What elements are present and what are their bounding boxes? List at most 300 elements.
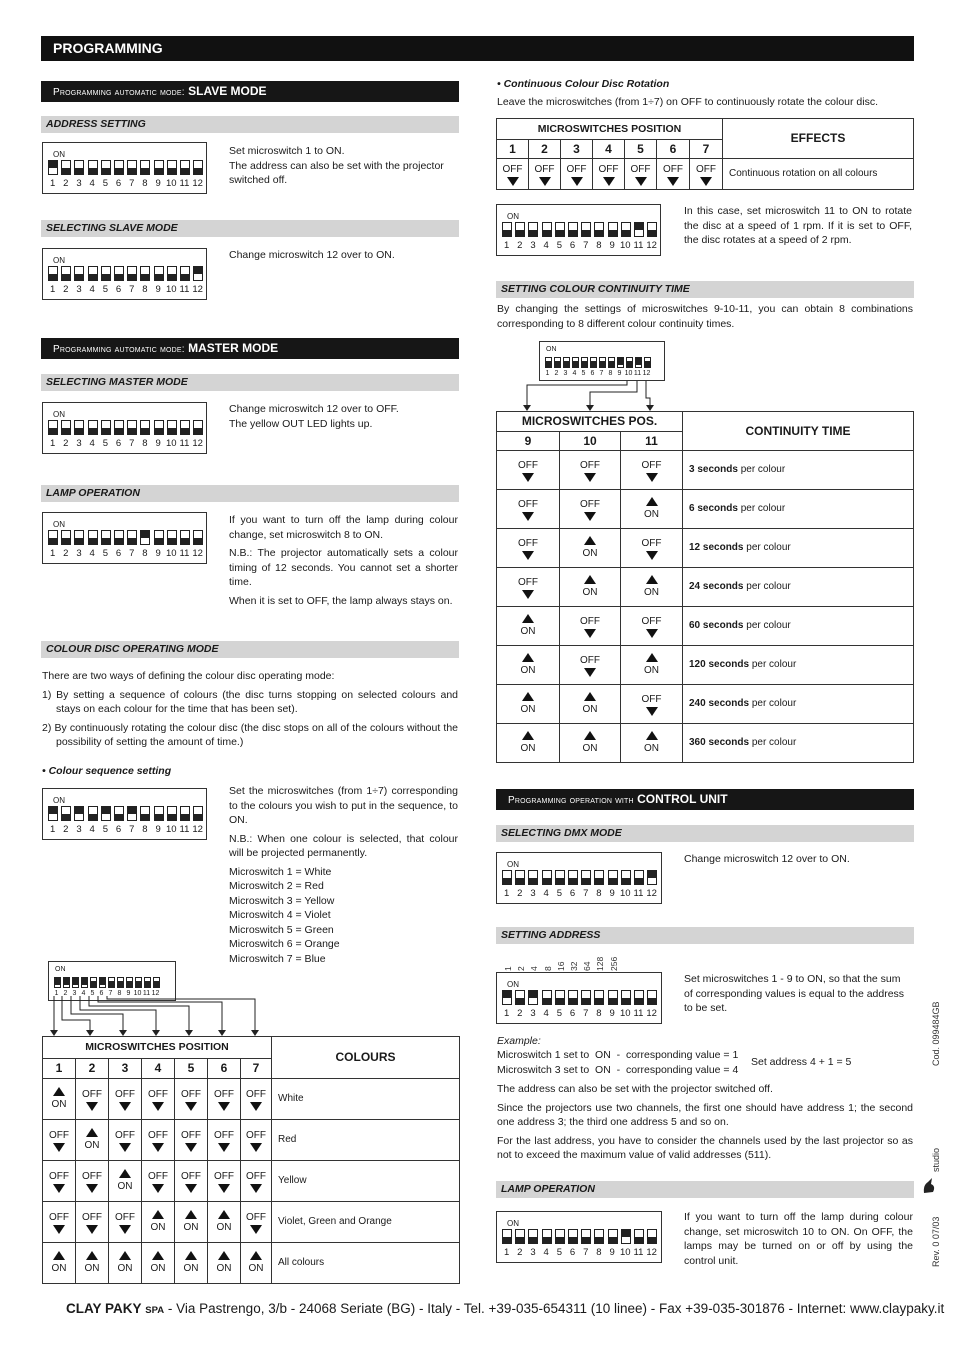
seconds-suffix: per colour — [746, 542, 791, 554]
switch-state-cell — [241, 1161, 272, 1202]
switch-1 — [545, 357, 552, 368]
column-header: 3 — [109, 1059, 142, 1079]
switch-12 — [647, 990, 657, 1005]
switch-3 — [528, 222, 538, 237]
section-prefix: Programming automatic mode: — [53, 344, 185, 355]
arrow-up-icon — [53, 1087, 65, 1096]
switch-number: 2 — [63, 824, 69, 835]
arrow-up-icon — [250, 1251, 262, 1260]
state-label: OFF — [641, 537, 662, 549]
arrow-up-icon — [522, 614, 534, 623]
column-header: 2 — [529, 140, 561, 159]
seconds-suffix: per colour — [751, 737, 797, 749]
switch-number: 5 — [102, 548, 108, 559]
arrow-down-icon — [700, 177, 712, 186]
column-header: 4 — [142, 1059, 175, 1079]
section-label: CONTROL UNIT — [637, 792, 728, 806]
switch-number: 6 — [569, 1008, 576, 1019]
switch-9 — [608, 870, 618, 885]
arrow-down-icon — [522, 512, 534, 521]
switch-9 — [608, 990, 618, 1005]
weight-label: 32 — [569, 961, 579, 971]
switch-number: 3 — [563, 370, 568, 377]
state-label: OFF — [214, 1129, 234, 1141]
control-unit-section — [496, 789, 914, 810]
switch-number: 10 — [619, 1008, 631, 1019]
arrow-down-icon — [53, 1184, 65, 1193]
state-label: OFF — [181, 1088, 201, 1100]
state-label: OFF — [502, 163, 523, 175]
example-label: Example: — [497, 1035, 541, 1047]
continuity-label — [683, 607, 914, 646]
text-line: The address can also be set with the projector switched off. — [229, 159, 444, 186]
on-label: ON — [53, 150, 65, 159]
switch-4 — [542, 1229, 552, 1244]
table-row — [43, 1120, 460, 1161]
switch-number: 8 — [596, 1247, 602, 1258]
switch-state-cell — [497, 646, 560, 685]
paragraph: N.B.: When one colour is selected, that colour will be projected permanently. — [229, 832, 458, 859]
switch-number: 12 — [646, 888, 657, 899]
mapping-item: Microswitch 4 = Violet — [229, 909, 331, 921]
switch-state-cell — [497, 490, 560, 529]
arrow-down-icon — [250, 1143, 262, 1152]
continuous-rotation-text: Leave the microswitches (from 1÷7) on OFF to continuously rotate the colour disc. — [497, 96, 879, 108]
seconds-value: 60 seconds — [689, 620, 744, 632]
column-header: 11 — [621, 432, 683, 451]
switch-number: 3 — [530, 888, 536, 899]
switch-state-cell — [560, 490, 621, 529]
switch-6 — [568, 870, 578, 885]
continuity-label — [683, 646, 914, 685]
switch-number: 6 — [569, 240, 576, 251]
paragraph: N.B.: The projector automatically sets a colour timing of 12 seconds. You cannot set a shorter time. — [229, 547, 458, 588]
paragraph: The address can also be set with the projector switched off. — [497, 1083, 773, 1095]
arrow-down-icon — [185, 1102, 197, 1111]
switch-8 — [594, 870, 604, 885]
switch-number: 11 — [633, 1247, 644, 1258]
header-colours: COLOURS — [272, 1037, 460, 1079]
switch-number: 12 — [151, 990, 160, 997]
switch-state-cell — [625, 159, 657, 190]
continuity-time-text: By changing the settings of microswitches 9-10-11, you can obtain 8 combinations corresponding to 8 different colour continuity times. — [497, 303, 913, 330]
arrow-down-icon — [218, 1102, 230, 1111]
arrow-down-icon — [86, 1184, 98, 1193]
switch-state-cell — [593, 159, 625, 190]
arrow-down-icon — [584, 629, 596, 638]
arrow-up-icon — [522, 692, 534, 701]
colour-label: Violet, Green and Orange — [272, 1202, 460, 1243]
switch-state-cell — [621, 529, 683, 568]
selecting-slave-text: Change microswitch 12 over to ON. — [229, 249, 395, 261]
switch-state-cell — [621, 568, 683, 607]
switch-7 — [581, 1229, 591, 1244]
table-row — [497, 607, 914, 646]
setting-address-text: Set microswitches 1 - 9 to ON, so that the sum of corresponding values is equal to the address to be set. — [684, 973, 905, 1014]
switch-number: 5 — [556, 1247, 562, 1258]
switch-state-cell — [175, 1202, 208, 1243]
switch-number: 3 — [530, 1247, 536, 1258]
switch-10 — [621, 1229, 631, 1244]
dmx-mode-heading: SELECTING DMX MODE — [496, 825, 914, 842]
switch-5 — [555, 870, 565, 885]
table-row — [43, 1079, 460, 1120]
switch-numbers — [500, 239, 658, 252]
example-line-2: Microswitch 3 set to ON - corresponding value = 4 — [497, 1064, 739, 1076]
studio-logo-icon — [922, 1175, 938, 1195]
switch-number: 5 — [102, 824, 108, 835]
switch-number: 9 — [609, 1247, 615, 1258]
switch-7 — [581, 990, 591, 1005]
switch-5 — [555, 222, 565, 237]
switch-state-cell — [529, 159, 561, 190]
switch-state-cell — [109, 1202, 142, 1243]
switch-number: 4 — [89, 284, 95, 295]
arrow-up-icon — [646, 653, 658, 662]
switch-number: 9 — [155, 438, 161, 449]
switch-9 — [608, 1229, 618, 1244]
mapping-item: Microswitch 3 = Yellow — [229, 894, 335, 907]
address-setting-heading: ADDRESS SETTING — [41, 116, 459, 133]
arrow-down-icon — [522, 473, 534, 482]
state-label: OFF — [518, 498, 538, 510]
column-header: 5 — [625, 140, 657, 159]
example-result: Set address 4 + 1 = 5 — [751, 1056, 852, 1068]
lamp-operation-text-2: If you want to turn off the lamp during colour change, set microswitch 10 to ON. On OFF, the lamps may be turned on or off by using the control unit. — [684, 1211, 913, 1267]
state-label: OFF — [181, 1129, 201, 1141]
switch-number: 8 — [142, 548, 148, 559]
state-label: OFF — [598, 163, 619, 175]
switch-state-cell — [497, 159, 529, 190]
paragraph: Since the projectors use two channels, the first one should have address 1; the second one address 3; the third one address 5 and so on. — [497, 1101, 913, 1128]
switch-number: 7 — [108, 990, 113, 997]
switch-state-cell — [76, 1120, 109, 1161]
arrow-down-icon — [646, 473, 658, 482]
state-label: ON — [644, 742, 659, 754]
state-label: OFF — [641, 615, 662, 627]
weight-label: 8 — [542, 966, 553, 971]
header-microswitches-pos: MICROSWITCHES POS. — [497, 412, 683, 432]
switch-number: 7 — [583, 1008, 589, 1019]
seconds-suffix: per colour — [746, 620, 791, 632]
switch-1 — [502, 1229, 512, 1244]
seconds-value: 6 seconds — [689, 503, 738, 515]
state-label: ON — [582, 547, 598, 559]
switch-number: 5 — [556, 240, 562, 251]
dip-switch-diagram — [496, 1211, 662, 1263]
paragraph: If you want to turn off the lamp during colour change, set microswitch 8 to ON. — [229, 514, 458, 541]
colour-label: White — [272, 1079, 460, 1120]
arrow-up-icon — [218, 1251, 230, 1260]
lamp-operation-heading-2: LAMP OPERATION — [496, 1181, 914, 1198]
switch-number: 9 — [609, 240, 615, 251]
switch-8 — [594, 1229, 604, 1244]
switch-number: 2 — [554, 370, 559, 377]
switch-state-cell — [142, 1079, 175, 1120]
dip-switch-diagram — [496, 972, 662, 1024]
arrow-down-icon — [584, 512, 596, 521]
switch-number: 9 — [155, 824, 161, 835]
switch-8 — [594, 990, 604, 1005]
state-label: OFF — [580, 498, 600, 510]
switch-number: 7 — [599, 370, 604, 377]
switch-state-cell — [497, 568, 560, 607]
switch-state-cell — [109, 1079, 142, 1120]
dip-switch-diagram-small — [539, 341, 665, 381]
switch-number: 1 — [503, 240, 510, 251]
column-header: 6 — [657, 140, 690, 159]
switch-number: 5 — [556, 888, 562, 899]
switch-number: 2 — [517, 1008, 523, 1019]
switch-3 — [528, 1229, 538, 1244]
switch-row — [502, 870, 660, 885]
arrow-down-icon — [635, 177, 647, 186]
on-label: ON — [53, 796, 65, 805]
arrow-down-icon — [571, 177, 583, 186]
arrow-up-icon — [646, 575, 658, 584]
paragraph: When it is set to OFF, the lamp always stays on. — [229, 594, 453, 607]
switch-number: 7 — [583, 240, 589, 251]
arrow-down-icon — [646, 707, 658, 716]
seconds-suffix: per colour — [740, 464, 786, 476]
switch-number: 5 — [102, 178, 108, 189]
arrow-down-icon — [119, 1102, 131, 1111]
switch-number: 5 — [581, 370, 586, 377]
switch-number: 7 — [583, 888, 589, 899]
state-label: OFF — [246, 1088, 266, 1100]
dip-switch-diagram — [496, 204, 661, 256]
state-label: OFF — [663, 163, 683, 175]
switch-number: 5 — [102, 438, 108, 449]
seconds-suffix: per colour — [751, 659, 797, 671]
on-label: ON — [55, 966, 66, 973]
colour-label: Red — [272, 1120, 460, 1161]
switch-state-cell — [560, 685, 621, 724]
switch-number: 7 — [129, 438, 135, 449]
seconds-suffix: per colour — [740, 503, 786, 515]
switch-number: 12 — [646, 1247, 657, 1258]
switch-state-cell — [175, 1120, 208, 1161]
switch-state-cell — [43, 1243, 76, 1284]
switch-6 — [568, 1229, 578, 1244]
switch-state-cell — [208, 1161, 241, 1202]
studio-label: studio — [931, 1147, 941, 1172]
arrow-down-icon — [53, 1143, 65, 1152]
switch-state-cell — [621, 685, 683, 724]
arrow-down-icon — [584, 668, 596, 677]
switch-number: 11 — [179, 438, 190, 449]
switch-numbers — [500, 887, 658, 900]
switch-state-cell — [142, 1243, 175, 1284]
switch-number: 12 — [192, 548, 203, 559]
switch-number: 1 — [545, 370, 550, 377]
switch-number: 10 — [165, 438, 177, 449]
switch-number: 4 — [543, 888, 549, 899]
switch-number: 1 — [49, 824, 56, 835]
state-label: OFF — [148, 1170, 168, 1182]
switch-number: 7 — [583, 1247, 589, 1258]
switch-6 — [590, 357, 597, 368]
continuity-label — [683, 529, 914, 568]
setting-address-heading: SETTING ADDRESS — [496, 927, 914, 944]
state-label: OFF — [518, 576, 538, 588]
switch-state-cell — [241, 1243, 272, 1284]
on-label: ON — [53, 520, 65, 529]
arrow-up-icon — [584, 692, 596, 701]
state-label: OFF — [214, 1170, 234, 1182]
state-label: ON — [117, 1180, 133, 1192]
switch-number: 12 — [642, 370, 651, 377]
state-label: OFF — [246, 1170, 266, 1182]
continuous-rotation-bullet: • Continuous Colour Disc Rotation — [497, 78, 670, 90]
switch-row — [502, 990, 660, 1005]
switch-number: 11 — [633, 888, 644, 899]
column-header: 5 — [175, 1059, 208, 1079]
table-row — [43, 1202, 460, 1243]
switch-number: 9 — [609, 888, 615, 899]
state-label: ON — [248, 1262, 264, 1274]
switch-1 — [502, 990, 512, 1005]
switch-state-cell — [109, 1161, 142, 1202]
selecting-master-heading: SELECTING MASTER MODE — [41, 374, 459, 391]
mapping-item: Microswitch 1 = White — [229, 865, 332, 878]
state-label: ON — [520, 703, 536, 715]
weight-label: 1 — [503, 966, 513, 971]
switch-state-cell — [43, 1079, 76, 1120]
switch-number: 10 — [165, 284, 177, 295]
state-label: OFF — [580, 615, 600, 627]
revision: Rev. 0 07/03 — [931, 1216, 941, 1267]
switch-3 — [528, 990, 538, 1005]
switch-number: 3 — [76, 178, 82, 189]
effect-label: Continuous rotation on all colours — [723, 159, 914, 190]
column-header: 3 — [561, 140, 593, 159]
switch-number: 7 — [129, 548, 135, 559]
switch-number: 2 — [63, 990, 68, 997]
state-label: OFF — [518, 459, 538, 471]
switch-number: 9 — [155, 548, 161, 559]
state-label: ON — [644, 664, 659, 676]
table-row — [497, 646, 914, 685]
switch-number: 4 — [89, 824, 95, 835]
mapping-item: Microswitch 2 = Red — [229, 880, 324, 892]
state-label: ON — [216, 1221, 232, 1233]
switch-number: 8 — [142, 178, 148, 189]
column-header: 1 — [497, 140, 529, 159]
switch-number: 2 — [63, 438, 69, 449]
arrow-down-icon — [185, 1143, 197, 1152]
arrow-down-icon — [250, 1225, 262, 1234]
arrow-up-icon — [218, 1210, 230, 1219]
weight-label: 4 — [529, 966, 540, 971]
colour-label: Yellow — [272, 1161, 460, 1202]
switch-number: 8 — [608, 370, 613, 377]
paragraph: There are two ways of defining the colour disc operating mode: — [42, 670, 335, 682]
switch-5 — [555, 990, 565, 1005]
seconds-suffix: per colour — [751, 698, 797, 710]
arrow-down-icon — [603, 177, 615, 186]
switch-number: 3 — [72, 990, 77, 997]
state-label: ON — [582, 703, 598, 715]
state-label: OFF — [82, 1211, 102, 1223]
switch-2 — [515, 870, 525, 885]
switch-state-cell — [43, 1120, 76, 1161]
state-label: OFF — [566, 163, 587, 175]
state-label: OFF — [630, 163, 651, 175]
switch-state-cell — [76, 1079, 109, 1120]
switch-2 — [554, 357, 561, 368]
switch-state-cell — [621, 451, 683, 490]
switch-3 — [563, 357, 570, 368]
arrow-down-icon — [86, 1225, 98, 1234]
switch-number: 7 — [129, 178, 135, 189]
switch-number: 7 — [129, 284, 135, 295]
switch-4 — [542, 990, 552, 1005]
switch-10 — [621, 870, 631, 885]
arrow-down-icon — [522, 590, 534, 599]
switch-2 — [515, 1229, 525, 1244]
state-label: ON — [183, 1221, 199, 1233]
switch-number: 3 — [530, 1008, 536, 1019]
state-label: ON — [520, 742, 536, 754]
state-label: OFF — [181, 1170, 201, 1182]
switch-9 — [608, 222, 618, 237]
switch-number: 2 — [63, 548, 69, 559]
switch-number: 6 — [590, 370, 595, 377]
state-label: ON — [150, 1262, 166, 1274]
switch-number: 10 — [619, 240, 631, 251]
state-label: OFF — [115, 1211, 135, 1223]
arrow-up-icon — [152, 1210, 164, 1219]
switch-number: 11 — [633, 240, 644, 251]
switch-12 — [647, 870, 657, 885]
switch-12 — [647, 1229, 657, 1244]
arrow-down-icon — [250, 1102, 262, 1111]
continuity-label — [683, 451, 914, 490]
on-label: ON — [53, 256, 65, 265]
switch-4 — [542, 222, 552, 237]
switch-state-cell — [497, 529, 560, 568]
section-label: MASTER MODE — [188, 341, 279, 355]
column-header: 7 — [241, 1059, 272, 1079]
on-label: ON — [546, 346, 557, 353]
arrow-up-icon — [185, 1251, 197, 1260]
switch-number: 9 — [155, 284, 161, 295]
state-label: OFF — [534, 163, 555, 175]
table-row — [497, 724, 914, 763]
switch-number: 10 — [619, 888, 631, 899]
selecting-slave-heading: SELECTING SLAVE MODE — [41, 220, 459, 237]
text-line: Set microswitch 1 to ON. — [229, 145, 345, 157]
mapping-item: Microswitch 6 = Orange — [229, 938, 340, 950]
state-label: OFF — [115, 1088, 135, 1100]
dmx-mode-text: Change microswitch 12 over to ON. — [684, 853, 850, 865]
arrow-up-icon — [119, 1169, 131, 1178]
continuity-time-heading: SETTING COLOUR CONTINUITY TIME — [496, 281, 914, 298]
arrow-down-icon — [507, 177, 519, 186]
switch-number: 8 — [117, 990, 122, 997]
header-microswitches-position: MICROSWITCHES POSITION — [497, 119, 723, 140]
arrow-up-icon — [119, 1251, 131, 1260]
switch-number: 9 — [126, 990, 131, 997]
switch-state-cell — [76, 1243, 109, 1284]
column-header: 1 — [43, 1059, 76, 1079]
example-line-1: Microswitch 1 set to ON - corresponding value = 1 — [497, 1049, 739, 1061]
switch-state-cell — [621, 607, 683, 646]
state-label: OFF — [148, 1129, 168, 1141]
switch-state-cell — [175, 1161, 208, 1202]
switch-number: 8 — [596, 888, 602, 899]
